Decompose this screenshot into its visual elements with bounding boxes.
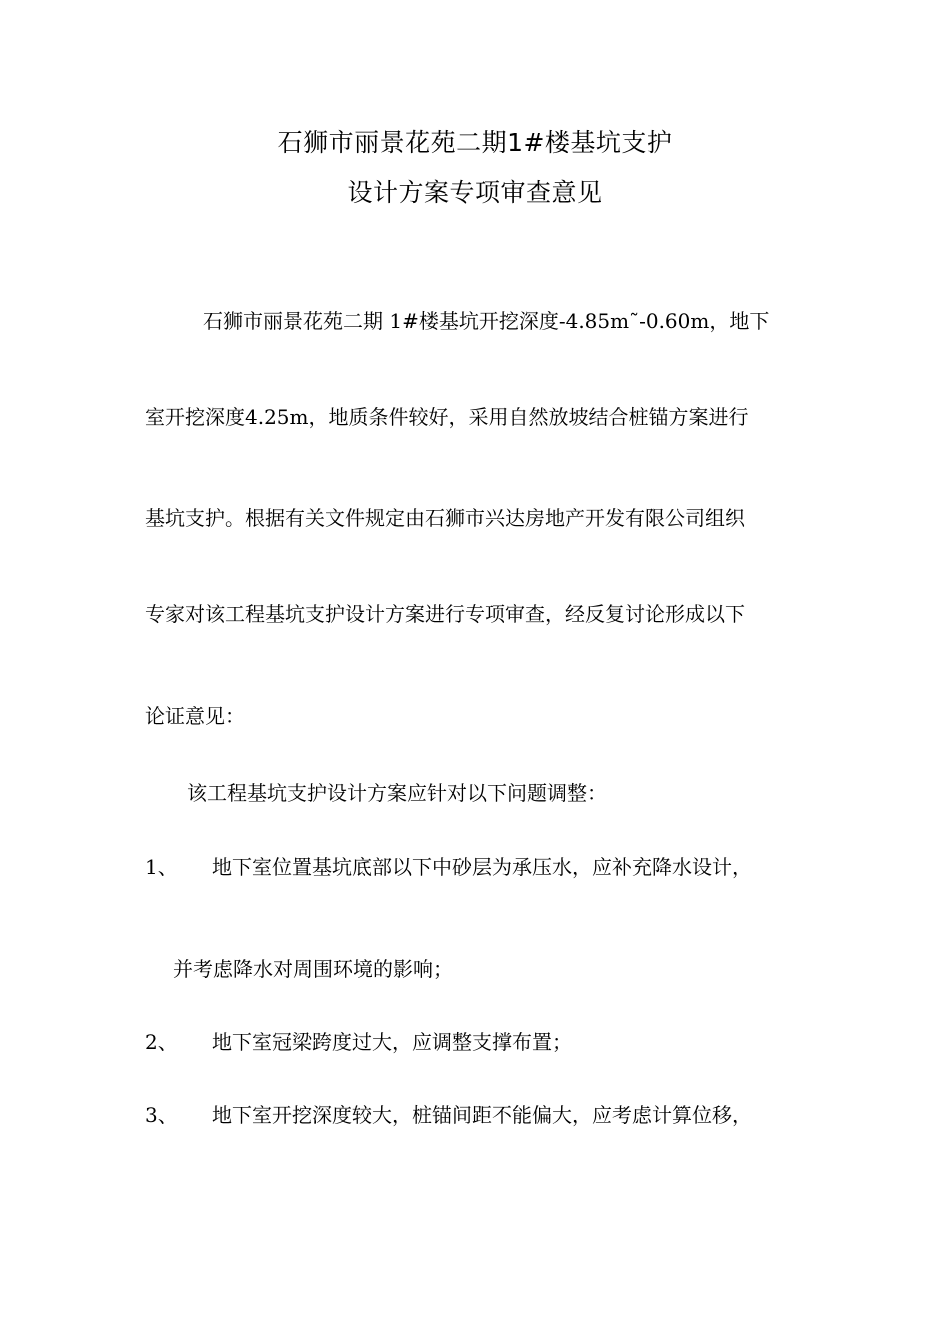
intro-paragraph-line-5: 论证意见： [145, 704, 245, 728]
list-item-text: 地下室开挖深度较大，桩锚间距不能偏大，应考虑计算位移， [212, 1103, 752, 1127]
intro-paragraph-line-3: 基坑支护。根据有关文件规定由石狮市兴达房地产开发有限公司组织 [145, 506, 745, 530]
list-item-number: 3、 [145, 1103, 178, 1127]
intro-paragraph-line-4: 专家对该工程基坑支护设计方案进行专项审查，经反复讨论形成以下 [145, 602, 745, 626]
list-item-text: 地下室位置基坑底部以下中砂层为承压水，应补充降水设计， [212, 855, 752, 879]
list-item-continuation: 并考虑降水对周围环境的影响； [173, 957, 453, 981]
adjustment-intro: 该工程基坑支护设计方案应针对以下问题调整： [187, 781, 607, 805]
document-title-line-2: 设计方案专项审查意见 [347, 178, 603, 207]
intro-paragraph-line-1: 石狮市丽景花苑二期 1#楼基坑开挖深度-4.85m˜-0.60m，地下 [203, 309, 770, 333]
list-item-number: 2、 [145, 1030, 178, 1054]
intro-paragraph-line-2: 室开挖深度4.25m，地质条件较好，采用自然放坡结合桩锚方案进行 [145, 405, 749, 429]
document-title-line-1: 石狮市丽景花苑二期1#楼基坑支护 [277, 128, 673, 157]
list-item-text: 地下室冠梁跨度过大，应调整支撑布置； [212, 1030, 572, 1054]
list-item-number: 1、 [145, 855, 178, 879]
